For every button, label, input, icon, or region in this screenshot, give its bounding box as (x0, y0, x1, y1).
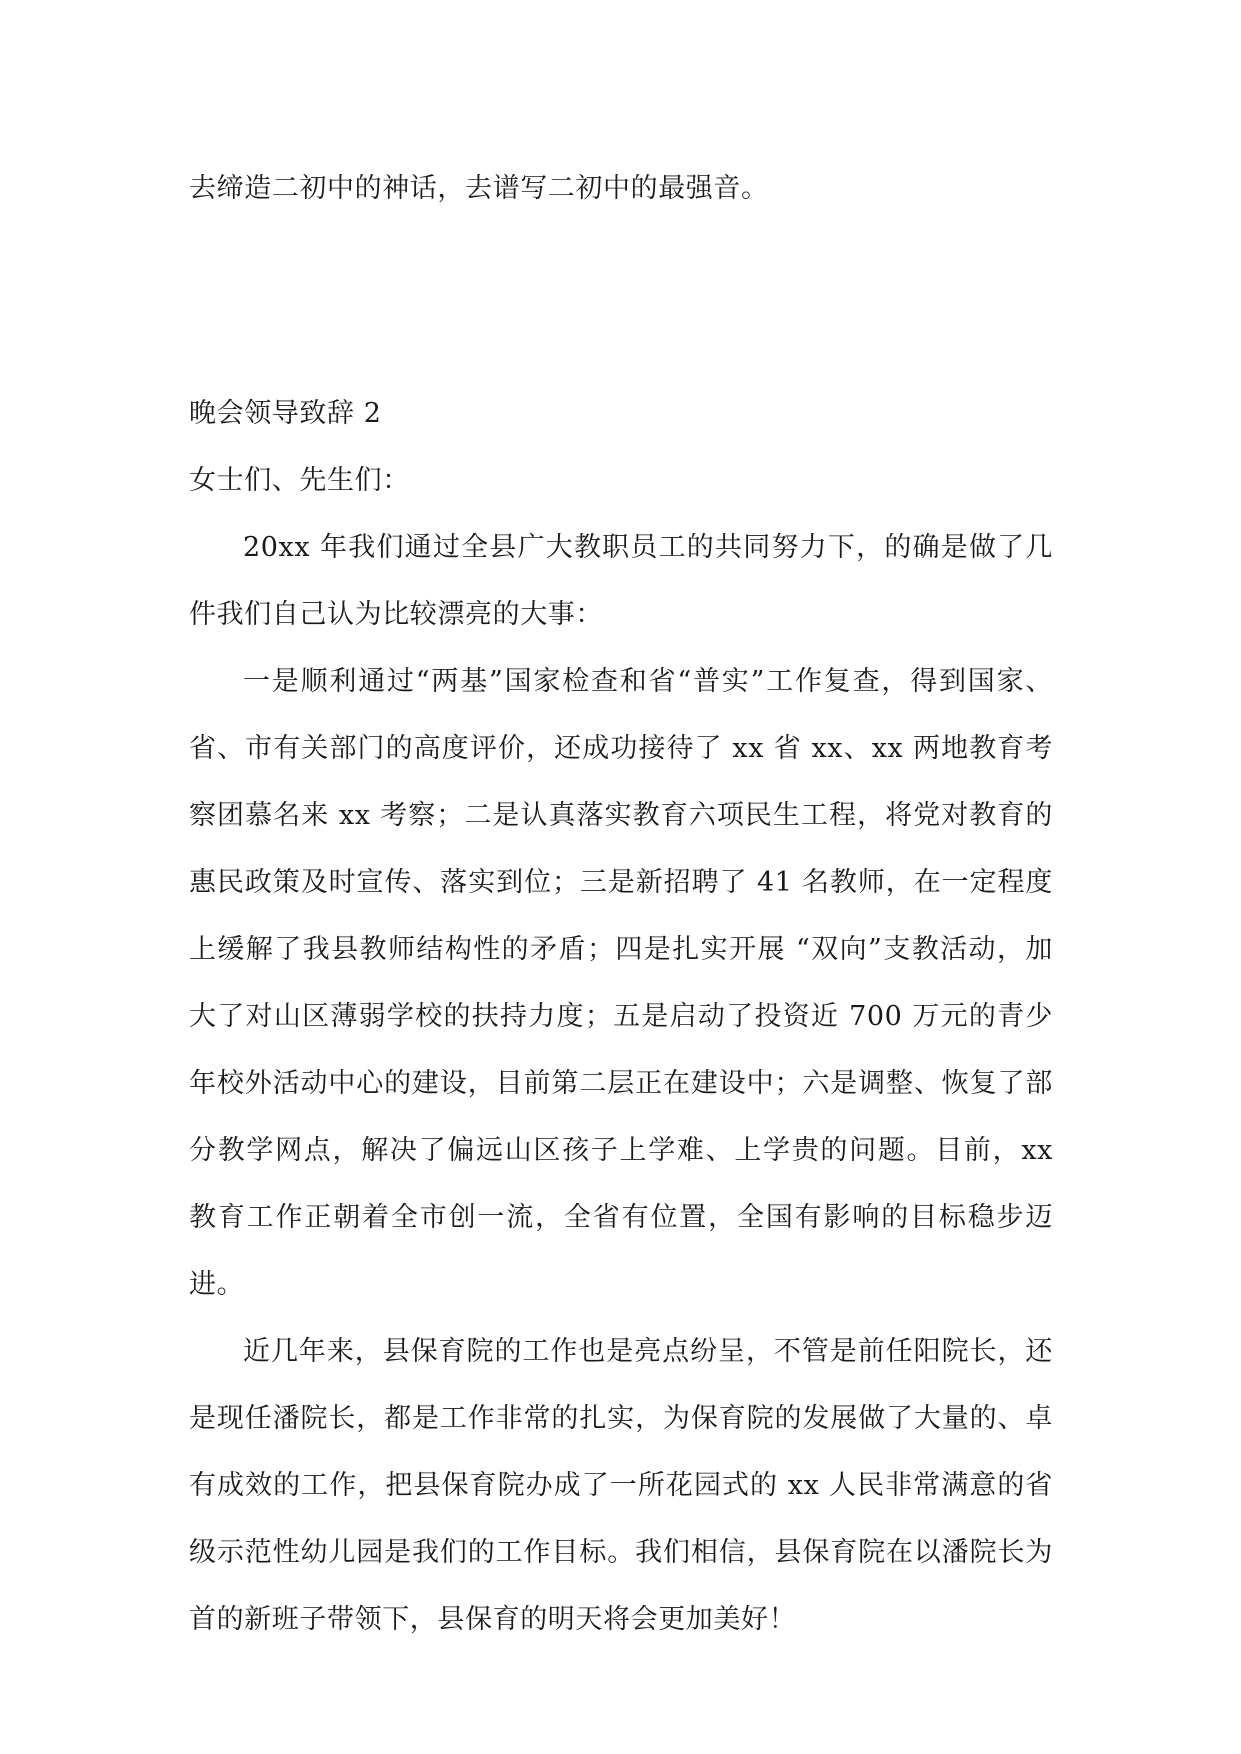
paragraph-3: 近几年来，县保育院的工作也是亮点纷呈，不管是前任阳院长，还是现任潘院长，都是工作非常的扎实，为保育院的发展做了大量的、卓有成效的工作，把县保育院办成了一所花园式的 xx 人民非常满意的省级示范性幼儿园是我们的工作目标。我们相信，县保育院在以潘院长为首的新班子带领下，县保育的明天将会更加美好！ (189, 1336, 1053, 1635)
section-title: 晚会领导致辞 2 (189, 398, 382, 429)
carryover-line: 去缔造二初中的神话，去谱写二初中的最强音。 (189, 173, 769, 204)
paragraph-2: 一是顺利通过“两基”国家检查和省“普实”工作复查，得到国家、省、市有关部门的高度评价，还成功接待了 xx 省 xx、xx 两地教育考察团慕名来 xx 考察；二是认真落实教育六项民生工程，将党对教育的惠民政策及时宣传、落实到位；三是新招聘了 41 名教师，在一定程度上缓解了我县教师结构性的矛盾；四是扎实开展 “双向”支教活动，加大了对山区薄弱学校的扶持力度；五是启动了投资近 700 万元的青少年校外活动中心的建设，目前第二层正在建设中；六是调整、恢复了部分教学网点，解决了偏远山区孩子上学难、上学贵的问题。目前，xx 教育工作正朝着全市创一流，全省有位置，全国有影响的目标稳步迈进。 (189, 666, 1053, 1300)
section-gap (189, 222, 1053, 380)
paragraph-1: 20xx 年我们通过全县广大教职员工的共同努力下，的确是做了几件我们自己认为比较漂亮的大事： (189, 532, 1053, 630)
salutation: 女士们、先生们： (189, 465, 410, 496)
document-body (189, 155, 1053, 1653)
